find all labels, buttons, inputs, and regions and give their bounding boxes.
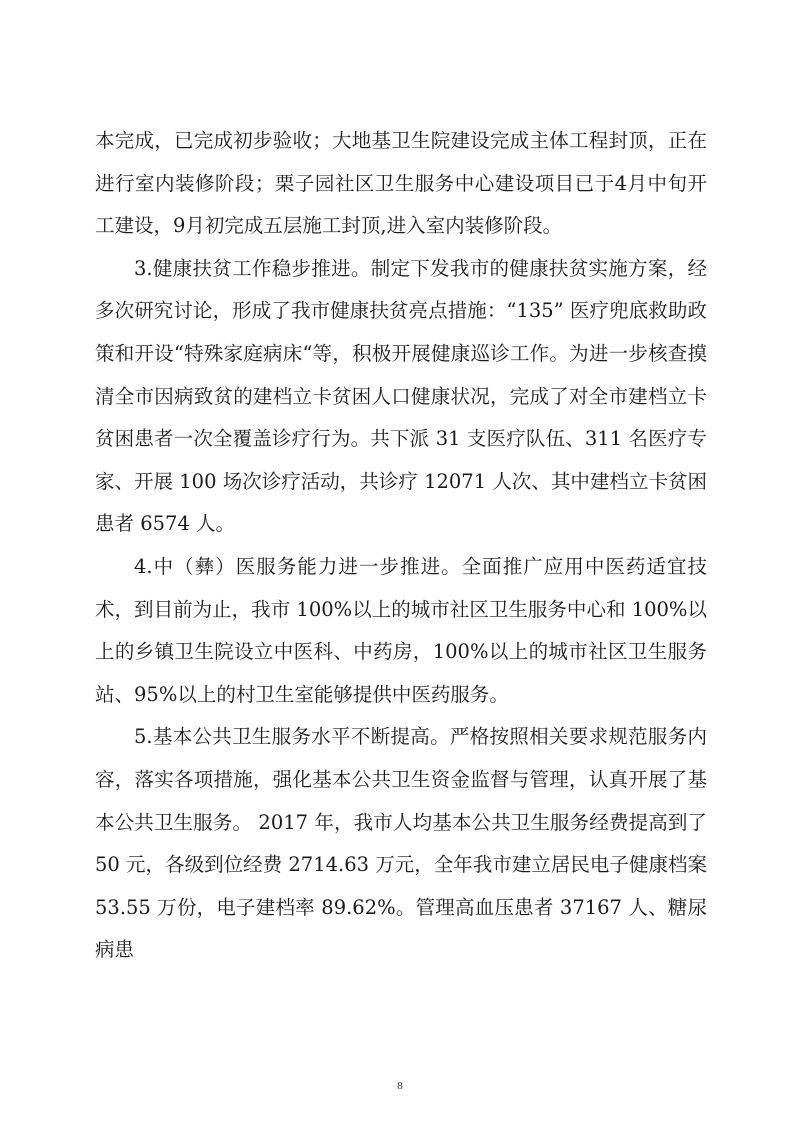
paragraph-health-poverty: 3.健康扶贫工作稳步推进。制定下发我市的健康扶贫实施方案，经多次研究讨论，形成了我市健康扶贫亮点措施：“135” 医疗兜底救助政策和开设“特殊家庭病床“等，积极开展健康巡诊工作。为进一步核查摸清全市因病致贫的建档立卡贫困人口健康状况，完成了对全市建档立卡贫困患者一次全覆盖诊疗行为。共下派 31 支医疗队伍、311 名医疗专家、开展 100 场次诊疗活动，共诊疗 12071 人次、其中建档立卡贫困患者 6574 人。: [95, 256, 707, 536]
page-number: 8: [397, 1080, 403, 1092]
paragraph-public-health: 5.基本公共卫生服务水平不断提高。严格按照相关要求规范服务内容，落实各项措施，强化基本公共卫生资金监督与管理，认真开展了基本公共卫生服务。 2017 年，我市人均基本公共卫生服务经费提高到了 50 元，各级到位经费 2714.63 万元，全年我市建立居民电子健康档案 53.55 万份，电子建档率 89.62%。管理高血压患者 37167 人、糖尿病患: [95, 725, 707, 962]
paragraph-continuation: 本完成，已完成初步验收；大地基卫生院建设完成主体工程封顶，正在进行室内装修阶段；栗子园社区卫生服务中心建设项目已于4月中旬开工建设，9月初完成五层施工封顶,进入室内装修阶段。: [95, 129, 707, 238]
paragraph-traditional-medicine: 4.中（彝）医服务能力进一步推进。全面推广应用中医药适宜技术，到目前为止，我市 100%以上的城市社区卫生服务中心和 100%以上的乡镇卫生院设立中医科、中药房，100%以上的城市社区卫生服务站、95%以上的村卫生室能够提供中医药服务。: [95, 554, 707, 706]
body-text: [95, 120, 707, 972]
